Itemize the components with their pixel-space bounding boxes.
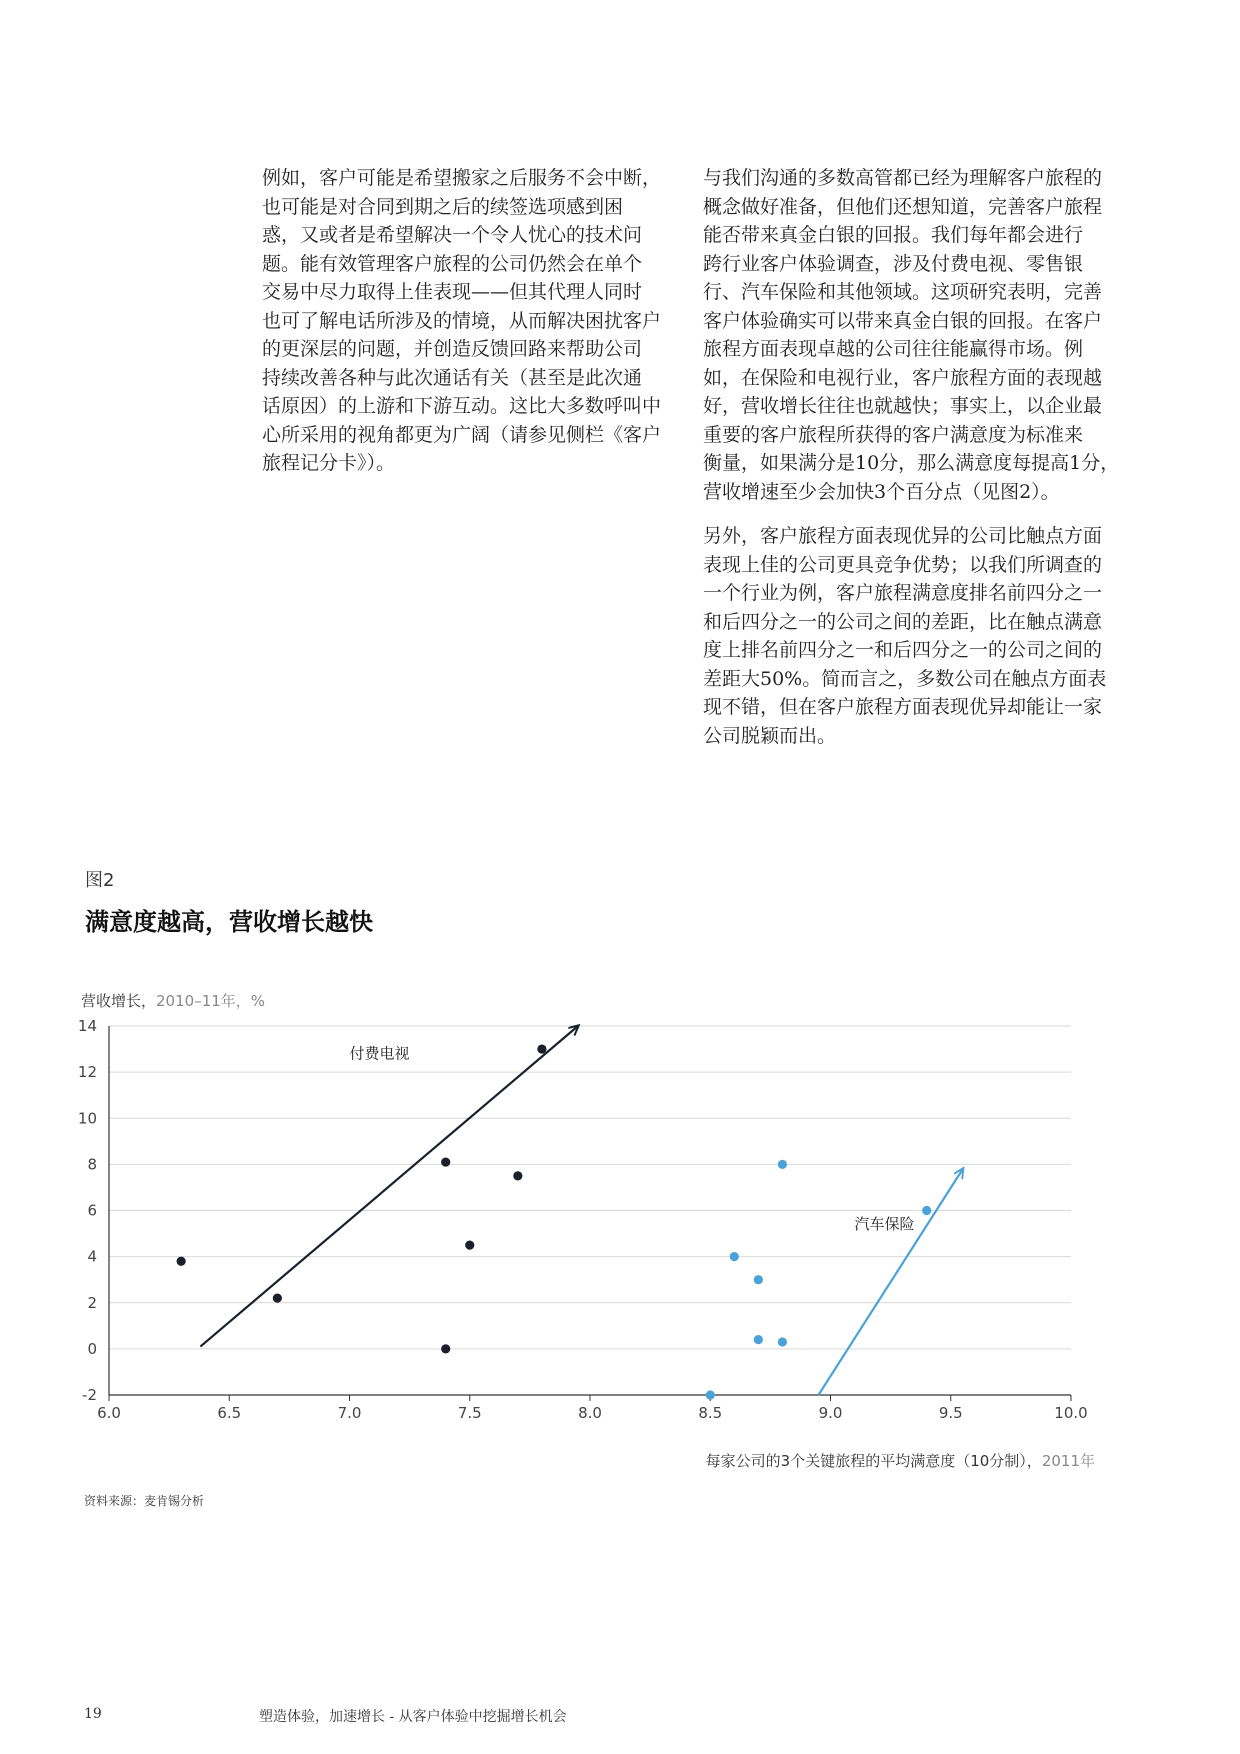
x-tick-label: 8.0	[578, 1404, 602, 1422]
x-tick-label: 9.0	[818, 1404, 843, 1422]
y-tick-label: -2	[82, 1386, 97, 1404]
body-paragraph: 另外，客户旅程方面表现优异的公司比触点方面 表现上佳的公司更具竞争优势；以我们所调查的 一个行业为例，客户旅程满意度排名前四分之一 和后四分之一的公司之间的差距，比在触点满意 度上排名前四分之一和后四分之一的公司之间的 差距大50%。简而言之，多数公司在触点方面表 现不错，但在客户旅程方面表现优异却能让一家 公司脱颖而出。	[703, 525, 1107, 747]
x-tick-label: 6.0	[97, 1404, 121, 1422]
x-axis-label	[706, 1450, 1095, 1471]
page-number: 19	[84, 1706, 102, 1722]
data-point	[441, 1157, 450, 1166]
y-tick-label: 6	[87, 1201, 97, 1220]
source-note: 资料来源：麦肯锡分析	[84, 1494, 205, 1508]
x-tick-label: 8.5	[698, 1404, 723, 1422]
x-tick-label: 7.5	[457, 1404, 482, 1422]
data-point	[441, 1344, 450, 1353]
body-paragraph: 例如，客户可能是希望搬家之后服务不会中断， 也可能是对合同到期之后的续签选项感到困 惑，又或者是希望解决一个令人忧心的技术问 题。能有效管理客户旅程的公司仍然会在单个 交易中尽力取得上佳表现——但其代理人同时 也可了解电话所涉及的情境，从而解决困扰客户 的更深层的问题，并创造反馈回路来帮助公司 持续改善各种与此次通话有关（甚至是此次通 话原因）的上游和下游互动。这比大多数呼叫中 心所采用的视角都更为广阔（请参见侧栏《客户 旅程记分卡》）。	[262, 167, 662, 474]
y-tick-label: 0	[87, 1339, 97, 1358]
data-point	[754, 1275, 763, 1284]
series-annotation: 汽车保险	[854, 1214, 915, 1233]
y-tick-label: 14	[77, 1017, 97, 1035]
trend-arrow	[818, 1169, 962, 1395]
y-tick-label: 10	[77, 1109, 97, 1128]
data-point	[922, 1206, 931, 1215]
figure-label: 图2	[85, 870, 115, 891]
data-point	[465, 1240, 474, 1249]
data-point	[513, 1171, 522, 1180]
data-point	[537, 1044, 546, 1053]
data-point	[273, 1294, 282, 1303]
y-tick-label: 4	[87, 1247, 97, 1266]
y-axis-label-unit: 2010–11年，%	[156, 992, 266, 1010]
trend-arrow	[200, 1026, 578, 1347]
data-point	[754, 1335, 763, 1344]
data-point	[177, 1257, 186, 1266]
x-axis-label-unit: 2011年	[1041, 1452, 1095, 1470]
figure-title: 满意度越高，营收增长越快	[85, 907, 373, 936]
y-tick-label: 2	[87, 1293, 97, 1312]
x-tick-label: 6.5	[217, 1404, 242, 1422]
body-paragraph: 与我们沟通的多数高管都已经为理解客户旅程的 概念做好准备，但他们还想知道，完善客户旅程 能否带来真金白银的回报。我们每年都会进行 跨行业客户体验调查，涉及付费电视、零售银 行、汽车保险和其他领域。这项研究表明，完善 客户体验确实可以带来真金白银的回报。在客户 旅程方面表现卓越的公司往往能赢得市场。例 如，在保险和电视行业，客户旅程方面的表现越 好，营收增长往往也就越快；事实上，以企业最 重要的客户旅程所获得的客户满意度为标准来 衡量，如果满分是10分，那么满意度每提高1分， 营收增速至少会加快3个百分点（见图2）。	[703, 167, 1120, 503]
x-tick-label: 10.0	[1054, 1404, 1088, 1422]
y-tick-label: 8	[87, 1155, 97, 1174]
data-point	[778, 1337, 787, 1346]
y-tick-label: 12	[77, 1063, 97, 1082]
x-tick-label: 7.0	[337, 1404, 362, 1422]
x-tick-label: 9.5	[938, 1404, 963, 1422]
data-point	[778, 1160, 787, 1169]
data-point	[706, 1390, 715, 1399]
x-axis-label-main: 每家公司的3个关键旅程的平均满意度（10分制），	[705, 1452, 1042, 1470]
y-axis-label-main: 营收增长，	[81, 992, 157, 1010]
footer-title: 塑造体验，加速增长 - 从客户体验中挖掘增长机会	[259, 1709, 567, 1725]
data-point	[730, 1252, 739, 1261]
series-annotation: 付费电视	[349, 1044, 410, 1063]
